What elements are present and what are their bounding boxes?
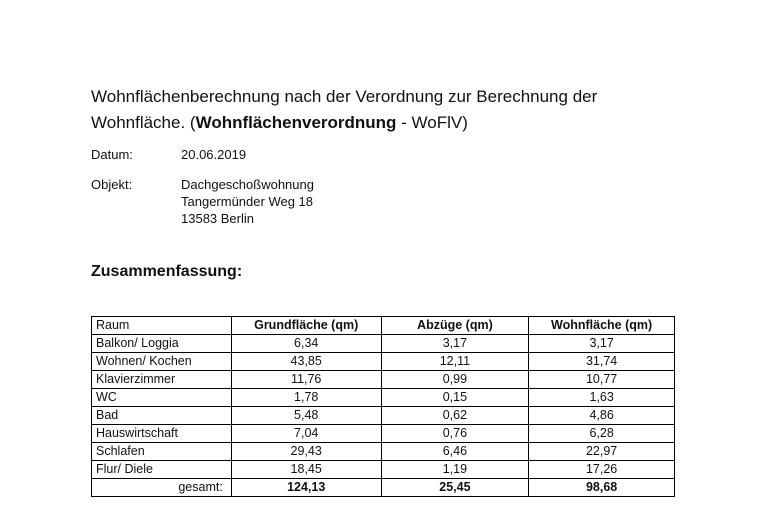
summary-table [91, 316, 675, 497]
cell-raum: Bad [92, 407, 232, 425]
cell-abzuege: 1,19 [381, 461, 529, 479]
cell-abzuege: 0,15 [381, 389, 529, 407]
cell-raum: Balkon/ Loggia [92, 335, 232, 353]
title-prefix: Wohnfläche. ( [91, 113, 196, 132]
cell-raum: Hauswirtschaft [92, 425, 232, 443]
objekt-line-2: Tangermünder Weg 18 [181, 194, 314, 209]
cell-wohnflaeche: 1,63 [529, 389, 675, 407]
table-row [92, 407, 675, 425]
table-row [92, 443, 675, 461]
table-row [92, 389, 675, 407]
objekt-line-3: 13583 Berlin [181, 211, 254, 226]
cell-wohnflaeche: 4,86 [529, 407, 675, 425]
cell-wohnflaeche: 10,77 [529, 371, 675, 389]
header-raum: Raum [92, 317, 232, 335]
table-row [92, 353, 675, 371]
cell-abzuege: 0,99 [381, 371, 529, 389]
cell-grundflaeche: 5,48 [231, 407, 381, 425]
cell-grundflaeche: 11,76 [231, 371, 381, 389]
title-suffix: - WoFlV) [396, 113, 468, 132]
cell-wohnflaeche: 31,74 [529, 353, 675, 371]
table-row [92, 461, 675, 479]
section-heading: Zusammenfassung: [91, 263, 243, 280]
datum-value: 20.06.2019 [181, 147, 247, 162]
title-line-1: Wohnflächenberechnung nach der Verordnung zur Berechnung der [91, 87, 598, 106]
total-abzuege: 25,45 [381, 479, 529, 497]
cell-abzuege: 0,62 [381, 407, 529, 425]
cell-grundflaeche: 1,78 [231, 389, 381, 407]
cell-raum: WC [92, 389, 232, 407]
total-wohnflaeche: 98,68 [529, 479, 675, 497]
table-row [92, 425, 675, 443]
title-bold: Wohnflächenverordnung [195, 113, 397, 132]
cell-raum: Schlafen [92, 443, 232, 461]
objekt-label: Objekt: [91, 177, 133, 192]
header-wohnflaeche: Wohnfläche (qm) [529, 317, 675, 335]
total-grundflaeche: 124,13 [231, 479, 381, 497]
datum-label: Datum: [91, 147, 133, 162]
objekt-line-1: Dachgeschoßwohnung [181, 177, 314, 192]
cell-abzuege: 12,11 [381, 353, 529, 371]
document-title [91, 84, 691, 136]
cell-abzuege: 3,17 [381, 335, 529, 353]
total-label: gesamt: [92, 479, 232, 497]
cell-abzuege: 0,76 [381, 425, 529, 443]
cell-grundflaeche: 18,45 [231, 461, 381, 479]
cell-grundflaeche: 43,85 [231, 353, 381, 371]
cell-wohnflaeche: 6,28 [529, 425, 675, 443]
cell-grundflaeche: 6,34 [231, 335, 381, 353]
title-line-2 [91, 110, 691, 136]
cell-abzuege: 6,46 [381, 443, 529, 461]
cell-raum: Wohnen/ Kochen [92, 353, 232, 371]
table-total-row [92, 479, 675, 497]
cell-wohnflaeche: 17,26 [529, 461, 675, 479]
table-header-row [92, 317, 675, 335]
header-abzuege: Abzüge (qm) [381, 317, 529, 335]
table-row [92, 335, 675, 353]
cell-raum: Flur/ Diele [92, 461, 232, 479]
cell-wohnflaeche: 22,97 [529, 443, 675, 461]
cell-raum: Klavierzimmer [92, 371, 232, 389]
table-row [92, 371, 675, 389]
cell-grundflaeche: 7,04 [231, 425, 381, 443]
header-grundflaeche: Grundfläche (qm) [231, 317, 381, 335]
cell-wohnflaeche: 3,17 [529, 335, 675, 353]
cell-grundflaeche: 29,43 [231, 443, 381, 461]
